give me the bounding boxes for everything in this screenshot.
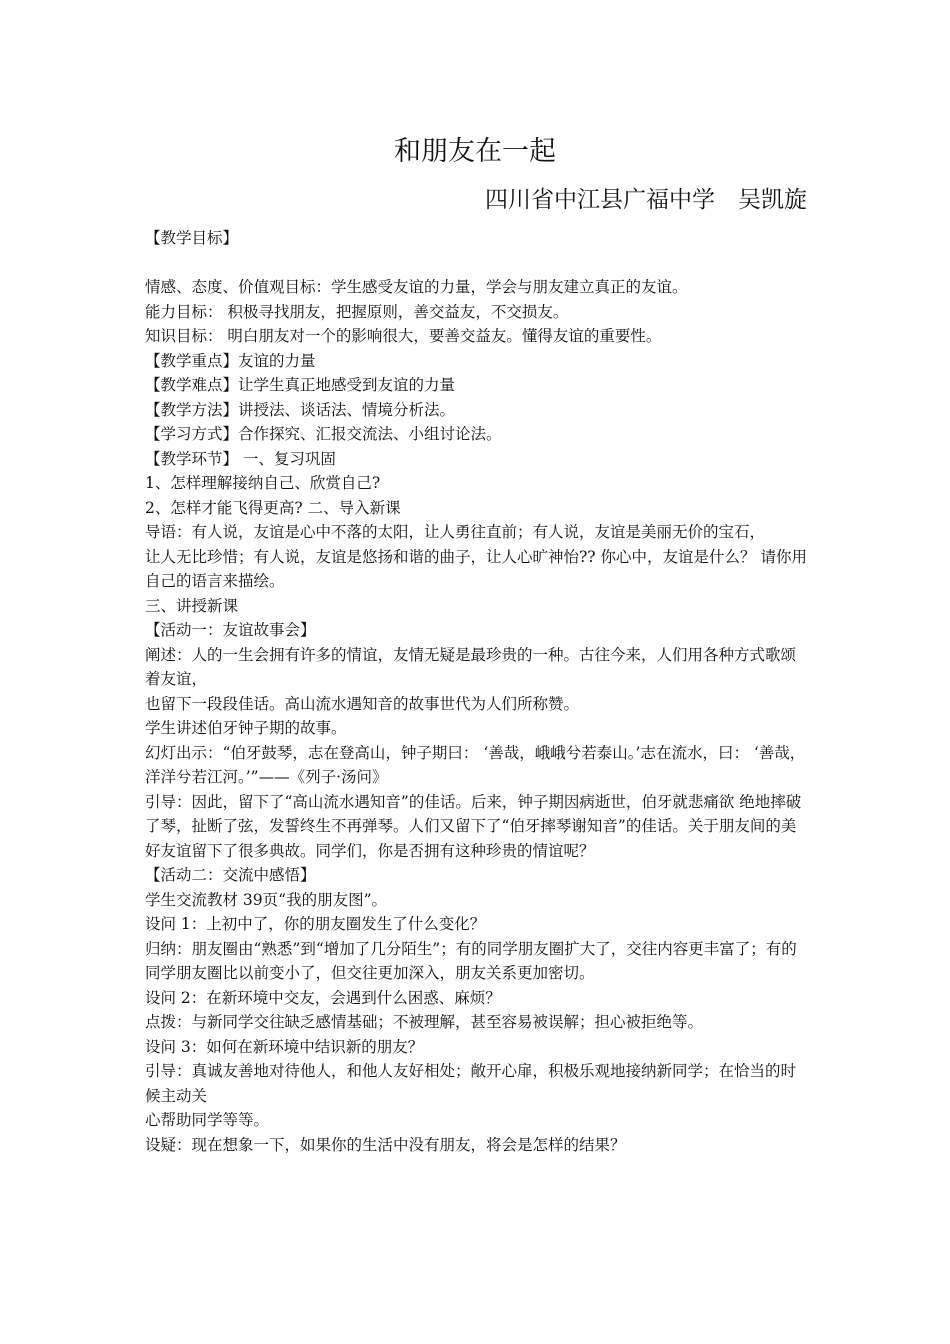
body-paragraph: 设问 3：如何在新环境中结识新的朋友？ <box>145 1037 424 1056</box>
body-paragraph: 【活动二：交流中感悟】 <box>145 866 316 884</box>
body-paragraph: 引导：因此，留下了“高山流水遇知音”的佳话。后来，钟子期因病逝世，伯牙就悲痛欲 绝地摔破了琴，扯断了弦，发誓终生不再弹琴。人们又留下了“伯牙摔琴谢知音”的佳话。关于朋友间的美好友谊留下了很多典故。同学们，你是否拥有这种珍贵的情谊呢？ <box>145 792 802 860</box>
body-paragraph: 学生交流教材 39页“我的朋友图”。 <box>145 890 387 909</box>
body-paragraph: 引导：真诚友善地对待他人，和他人友好相处；敞开心扉，积极乐观地接纳新同学；在恰当的时候主动关 <box>145 1062 797 1105</box>
body-paragraph: 【活动一：友谊故事会】 <box>145 621 316 639</box>
body-paragraph: 心帮助同学等等。 <box>145 1111 270 1129</box>
body-paragraph: 【教学环节】 一、复习巩固 <box>145 449 336 468</box>
body-paragraph: 情感、态度、价值观目标：学生感受友谊的力量，学会与朋友建立真正的友谊。 <box>145 278 688 296</box>
body-paragraph: 【教学方法】讲授法、谈话法、情境分析法。 <box>145 400 456 419</box>
body-paragraph: 知识目标： 明白朋友对一个的影响很大，要善交益友。懂得友谊的重要性。 <box>145 327 662 345</box>
body-paragraph: 三、讲授新课 <box>145 596 239 615</box>
body-paragraph: 设疑：现在想象一下，如果你的生活中没有朋友，将会是怎样的结果？ <box>145 1135 626 1154</box>
body-paragraph: 设问 2：在新环境中交友，会遇到什么困惑、麻烦？ <box>145 988 501 1007</box>
body-paragraph: 【教学重点】友谊的力量 <box>145 351 316 370</box>
body-paragraph: 2、怎样才能飞得更高? 二、导入新课 <box>145 498 401 517</box>
body-paragraph: 让人无比珍惜；有人说，友谊是悠扬和谐的曲子，让人心旷神怡?? 你心中，友谊是什么？ 请你用自己的语言来描绘。 <box>145 547 807 590</box>
body-paragraph: 导语：有人说，友谊是心中不落的太阳，让人勇往直前；有人说，友谊是美丽无价的宝石， <box>145 523 766 541</box>
body-paragraph: 归纳：朋友圈由“熟悉”到“增加了几分陌生”；有的同学朋友圈扩大了，交往内容更丰富了；有的同学朋友圈比以前变小了，但交往更加深入，朋友关系更加密切。 <box>145 939 797 982</box>
body-paragraph: 幻灯出示：“伯牙鼓琴，志在登高山，钟子期曰： ‘善哉，峨峨兮若泰山。’志在流水，曰： ‘善哉，洋洋兮若江河。’”——《列子·汤问》 <box>145 743 806 786</box>
body-paragraph: 1、怎样理解接纳自己、欣赏自己? <box>145 474 381 492</box>
author-line: 四川省中江县广福中学 吴凯旋 <box>485 187 807 213</box>
body-paragraph: 【学习方式】合作探究、汇报交流法、小组讨论法。 <box>145 425 502 443</box>
blank-line <box>145 251 810 276</box>
body-paragraph: 【教学目标】 <box>145 229 239 247</box>
body-paragraph: 学生讲述伯牙钟子期的故事。 <box>145 719 347 737</box>
body-paragraph: 能力目标： 积极寻找朋友，把握原则，善交益友，不交损友。 <box>145 302 569 321</box>
body-paragraph: 设问 1：上初中了，你的朋友圈发生了什么变化？ <box>145 915 486 933</box>
body-paragraph: 【教学难点】让学生真正地感受到友谊的力量 <box>145 376 456 394</box>
body-paragraph: 点拨：与新同学交往缺乏感情基础；不被理解，甚至容易被误解；担心被拒绝等。 <box>145 1013 704 1031</box>
body-paragraph: 也留下一段段佳话。高山流水遇知音的故事世代为人们所称赞。 <box>145 694 580 713</box>
document-body <box>145 226 810 1157</box>
document-title: 和朋友在一起 <box>394 136 556 167</box>
body-paragraph: 阐述：人的一生会拥有许多的情谊，友情无疑是最珍贵的一种。古往今来，人们用各种方式歌颂着友谊， <box>145 645 797 688</box>
